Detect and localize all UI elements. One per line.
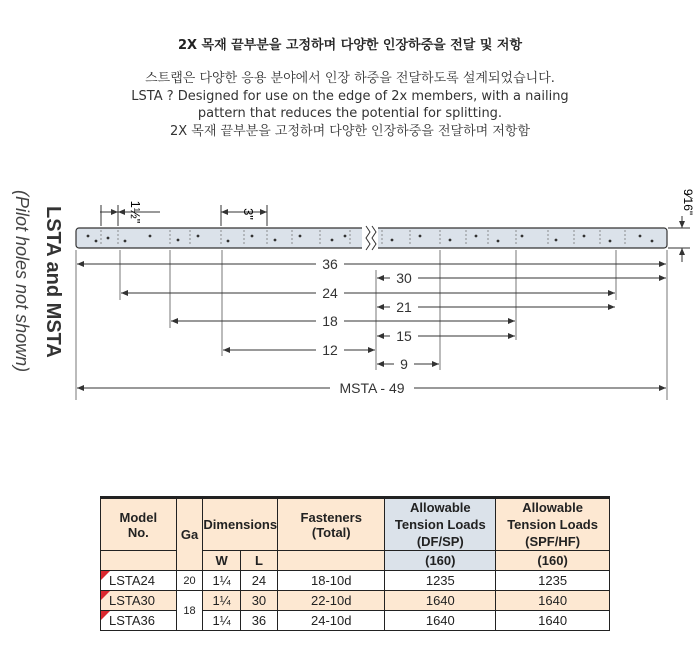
model-cell: LSTA36 — [101, 611, 177, 631]
header-l: L — [240, 551, 277, 571]
new-marker — [101, 611, 110, 620]
new-marker — [101, 571, 110, 580]
dimension-label-l30: 30 — [396, 270, 412, 286]
side-note: (Pilot holes not shown) — [12, 190, 32, 373]
w-cell: 1¼ — [203, 611, 240, 631]
header-model-spacer — [101, 551, 177, 571]
length-dimensions — [76, 250, 667, 400]
nail-hole — [391, 239, 394, 242]
w-cell: 1¼ — [203, 591, 240, 611]
dimension-label-l9: 9 — [400, 356, 408, 372]
nail-hole — [124, 240, 127, 243]
w-cell: 1¼ — [203, 571, 240, 591]
nail-hole — [639, 235, 642, 238]
l-cell: 30 — [240, 591, 277, 611]
dimension-label-l15: 15 — [396, 328, 412, 344]
nail-hole — [331, 239, 334, 242]
nail-hole — [274, 239, 277, 242]
description-line-4: 2X 목재 끝부분을 고정하며 다양한 인장하중을 전달하며 저항함 — [169, 123, 531, 139]
dimension-label-msta: MSTA - 49 — [339, 380, 405, 396]
fasteners-cell: 18-10d — [278, 571, 385, 591]
spec-table — [100, 496, 610, 631]
header-w: W — [203, 551, 240, 571]
model-cell: LSTA30 — [101, 591, 177, 611]
spf-cell: 1235 — [496, 571, 610, 591]
header-fasteners: Fasteners (Total) — [278, 498, 385, 551]
nail-hole — [609, 240, 612, 243]
dimension-label-l24: 24 — [322, 285, 338, 301]
dim-1-5-label: 1½" — [128, 200, 143, 224]
header-model: Model No. — [101, 498, 177, 551]
break-symbol — [362, 226, 378, 250]
nail-hole — [227, 240, 230, 243]
nail-hole — [521, 235, 524, 238]
ga-cell: 20 — [176, 571, 203, 591]
df-cell: 1640 — [385, 611, 496, 631]
header-ga: Ga — [176, 498, 203, 571]
header-dimensions: Dimensions — [203, 498, 278, 551]
nail-hole — [497, 240, 500, 243]
table-row — [101, 571, 610, 591]
nail-hole — [299, 235, 302, 238]
dimension-label-l12: 12 — [322, 342, 338, 358]
nail-hole — [87, 235, 90, 238]
side-title: LSTA and MSTA — [42, 206, 64, 358]
ga-cell: 18 — [176, 591, 203, 631]
fasteners-cell: 24-10d — [278, 611, 385, 631]
df-cell: 1640 — [385, 591, 496, 611]
nail-hole — [177, 239, 180, 242]
page-title: 2X 목재 끝부분을 고정하며 다양한 인장하중을 전달 및 저항 — [177, 38, 523, 53]
new-marker — [101, 591, 110, 600]
dim-9-16-label: 9⁄16" — [681, 188, 695, 216]
header-fasteners-spacer — [278, 551, 385, 571]
l-cell: 24 — [240, 571, 277, 591]
nail-hole — [475, 235, 478, 238]
l-cell: 36 — [240, 611, 277, 631]
nail-hole — [197, 235, 200, 238]
nail-hole — [344, 235, 347, 238]
dimension-label-l18: 18 — [322, 313, 338, 329]
header-load-df: (160) — [385, 551, 496, 571]
table-row — [101, 591, 610, 611]
header-tension-spf: Allowable Tension Loads (SPF/HF) — [496, 498, 610, 551]
dim-3-label: 3" — [241, 208, 256, 220]
dim-9-16 — [668, 189, 695, 262]
dimension-label-l21: 21 — [396, 299, 412, 315]
header-load-spf: (160) — [496, 551, 610, 571]
nail-hole — [449, 239, 452, 242]
description-line-3: pattern that reduces the potential for splitting. — [197, 106, 503, 121]
nail-hole — [651, 240, 654, 243]
nail-hole — [419, 235, 422, 238]
df-cell: 1235 — [385, 571, 496, 591]
dim-3 — [221, 205, 267, 226]
dim-1-5 — [100, 201, 160, 226]
nail-hole — [95, 240, 98, 243]
nail-hole — [149, 235, 152, 238]
dimension-label-l36: 36 — [322, 256, 338, 272]
nail-hole — [107, 237, 110, 240]
header-tension-df: Allowable Tension Loads (DF/SP) — [385, 498, 496, 551]
nail-hole — [251, 235, 254, 238]
spf-cell: 1640 — [496, 611, 610, 631]
description-line-1: 스트랩은 다양한 응용 분야에서 인장 하중을 전달하도록 설계되었습니다. — [145, 71, 555, 86]
model-cell: LSTA24 — [101, 571, 177, 591]
nail-hole — [583, 235, 586, 238]
fasteners-cell: 22-10d — [278, 591, 385, 611]
spf-cell: 1640 — [496, 591, 610, 611]
nail-hole — [555, 239, 558, 242]
description-line-2: LSTA ? Designed for use on the edge of 2x members, with a nailing — [131, 88, 569, 104]
